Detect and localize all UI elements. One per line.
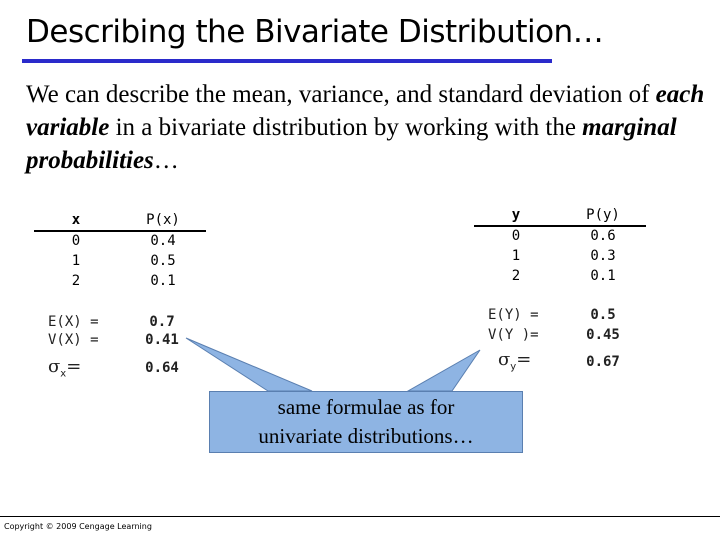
slide-title: Describing the Bivariate Distribution…: [26, 14, 604, 50]
sigma-y-value: 0.67: [586, 354, 620, 370]
copyright-footer: Copyright © 2009 Cengage Learning: [4, 522, 152, 531]
px-value: 0.5: [150, 253, 176, 269]
ex-label: E(X) =: [48, 314, 99, 330]
callout-pointer-right: [408, 350, 480, 391]
vy-value: 0.45: [586, 327, 620, 343]
vx-value: 0.41: [145, 332, 179, 348]
callout-text: [209, 393, 523, 451]
y-value: 2: [511, 268, 521, 284]
body-text-3: …: [153, 147, 179, 174]
callout-pointer-left: [186, 338, 312, 391]
y-header: y: [511, 207, 521, 223]
sigma-symbol: σ: [48, 356, 61, 377]
vx-label: V(X) =: [48, 332, 99, 348]
x-value: 2: [71, 273, 81, 289]
callout-line-1: same formulae as for: [277, 395, 455, 419]
y-value: 1: [511, 248, 521, 264]
ey-value: 0.5: [590, 307, 616, 323]
px-header: P(x): [146, 212, 180, 228]
body-emphasis-each-variable: each variable: [26, 81, 705, 141]
py-value: 0.6: [590, 228, 616, 244]
vy-label: V(Y )=: [488, 327, 539, 343]
sigma-subscript: x: [60, 368, 67, 380]
body-emphasis-marginal-probabilities: marginal probabilities: [26, 114, 677, 174]
sigma-equals: =: [66, 356, 82, 377]
py-value: 0.1: [590, 268, 616, 284]
sigma-equals: =: [516, 349, 532, 370]
px-value: 0.1: [150, 273, 176, 289]
sigma-x-value: 0.64: [145, 360, 179, 376]
px-value: 0.4: [150, 233, 176, 249]
py-header: P(y): [586, 207, 620, 223]
sigma-symbol: σ: [498, 349, 511, 370]
x-value: 1: [71, 253, 81, 269]
y-value: 0: [511, 228, 521, 244]
ex-value: 0.7: [149, 314, 175, 330]
x-header: x: [71, 212, 81, 228]
py-value: 0.3: [590, 248, 616, 264]
body-text-1: We can describe the mean, variance, and standard deviation of: [26, 81, 656, 108]
sigma-subscript: y: [510, 361, 517, 373]
ey-label: E(Y) =: [488, 307, 539, 323]
callout-line-2: univariate distributions…: [258, 424, 474, 448]
footer-rule: [0, 516, 720, 517]
body-text-2: in a bivariate distribution by working with the: [109, 114, 583, 141]
x-value: 0: [71, 233, 81, 249]
